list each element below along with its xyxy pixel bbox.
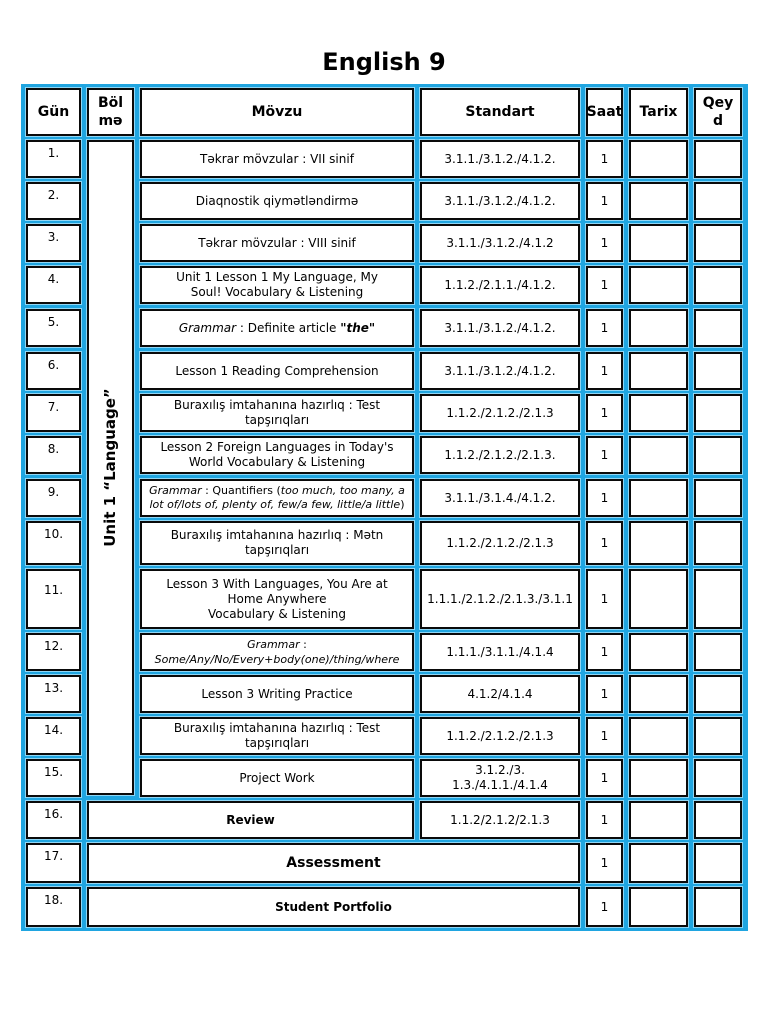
row-topic: Lesson 1 Reading Comprehension (140, 352, 414, 390)
row-date[interactable] (629, 759, 688, 797)
row-topic: Təkrar mövzular : VII sinif (140, 140, 414, 178)
topic-end: ) (400, 498, 405, 511)
row-number: 15. (26, 759, 81, 797)
row-note[interactable] (694, 266, 742, 304)
topic-italic: Some/Any/No/Every+body(one)/thing/where (154, 653, 400, 666)
row-topic: Diaqnostik qiymətləndirmə (140, 182, 414, 220)
row-topic (140, 569, 414, 629)
row-topic (140, 309, 414, 347)
row-number: 17. (26, 843, 81, 883)
row-date[interactable] (629, 266, 688, 304)
row-standard: 3.1.1./3.1.2./4.1.2. (420, 352, 580, 390)
row-date[interactable] (629, 801, 688, 839)
row-note[interactable] (694, 843, 742, 883)
header-qeyd: Qeyd (694, 88, 742, 136)
row-date[interactable] (629, 140, 688, 178)
row-standard: 3.1.1./3.1.2./4.1.2. (420, 182, 580, 220)
row-topic: Təkrar mövzular : VIII sinif (140, 224, 414, 262)
row-date[interactable] (629, 521, 688, 565)
header-standart: Standart (420, 88, 580, 136)
row-number: 1. (26, 140, 81, 178)
row-number: 10. (26, 521, 81, 565)
row-note[interactable] (694, 309, 742, 347)
row-date[interactable] (629, 352, 688, 390)
row-hours: 1 (586, 843, 623, 883)
row-hours: 1 (586, 569, 623, 629)
row-date[interactable] (629, 182, 688, 220)
topic-line-1: Lesson 3 With Languages, You Are at Home Anywhere (166, 576, 388, 606)
row-number: 16. (26, 801, 81, 839)
row-standard: 3.1.1./3.1.4./4.1.2. (420, 479, 580, 517)
row-number: 2. (26, 182, 81, 220)
row-topic: Lesson 2 Foreign Languages in Today's World Vocabulary & Listening (140, 436, 414, 474)
row-hours: 1 (586, 801, 623, 839)
row-standard: 1.1.1./2.1.2./2.1.3./3.1.1 (420, 569, 580, 629)
row-number: 11. (26, 569, 81, 629)
row-number: 8. (26, 436, 81, 474)
topic-mid: : (299, 638, 307, 651)
row-date[interactable] (629, 633, 688, 671)
row-note[interactable] (694, 801, 742, 839)
row-note[interactable] (694, 521, 742, 565)
row-note[interactable] (694, 675, 742, 713)
row-date[interactable] (629, 887, 688, 927)
row-topic: Assessment (87, 843, 580, 883)
row-number: 18. (26, 887, 81, 927)
row-note[interactable] (694, 479, 742, 517)
row-note[interactable] (694, 887, 742, 927)
row-hours: 1 (586, 633, 623, 671)
row-topic: Unit 1 Lesson 1 My Language, My Soul! Vocabulary & Listening (140, 266, 414, 304)
row-hours: 1 (586, 717, 623, 755)
row-note[interactable] (694, 633, 742, 671)
header-movzu: Mövzu (140, 88, 414, 136)
row-hours: 1 (586, 436, 623, 474)
row-number: 5. (26, 309, 81, 347)
row-note[interactable] (694, 436, 742, 474)
row-note[interactable] (694, 569, 742, 629)
row-number: 6. (26, 352, 81, 390)
row-topic (140, 633, 414, 671)
row-note[interactable] (694, 717, 742, 755)
row-standard: 1.1.2./2.1.2./2.1.3 (420, 394, 580, 432)
row-number: 14. (26, 717, 81, 755)
row-hours: 1 (586, 759, 623, 797)
row-number: 12. (26, 633, 81, 671)
row-hours: 1 (586, 352, 623, 390)
header-gun: Gün (26, 88, 81, 136)
row-hours: 1 (586, 182, 623, 220)
header-saat: Saat (586, 88, 623, 136)
header-tarix: Tarix (629, 88, 688, 136)
row-note[interactable] (694, 759, 742, 797)
topic-mid: : Quantifiers ( (201, 484, 281, 497)
row-hours: 1 (586, 675, 623, 713)
document-title: English 9 (322, 48, 446, 76)
topic-mid: : Definite article (236, 320, 341, 335)
row-topic: Review (87, 801, 414, 839)
row-hours: 1 (586, 479, 623, 517)
row-date[interactable] (629, 675, 688, 713)
row-note[interactable] (694, 224, 742, 262)
row-hours: 1 (586, 140, 623, 178)
row-standard: 1.1.2./2.1.2./2.1.3 (420, 521, 580, 565)
topic-emphasis: "the" (340, 320, 376, 335)
row-hours: 1 (586, 394, 623, 432)
standard-line-2: 1.3./4.1.1./4.1.4 (452, 778, 548, 792)
row-standard: 1.1.2./2.1.1./4.1.2. (420, 266, 580, 304)
row-standard: 3.1.1./3.1.2./4.1.2. (420, 140, 580, 178)
row-topic: Buraxılış imtahanına hazırlıq : Test tapşırıqları (140, 394, 414, 432)
row-standard: 3.1.1./3.1.2./4.1.2. (420, 309, 580, 347)
row-note[interactable] (694, 352, 742, 390)
unit-cell (87, 140, 134, 795)
row-date[interactable] (629, 436, 688, 474)
topic-prefix: Grammar (149, 484, 202, 497)
standard-line-1: 3.1.2./3. (475, 763, 525, 777)
row-standard: 3.1.1./3.1.2./4.1.2 (420, 224, 580, 262)
row-date[interactable] (629, 843, 688, 883)
row-date[interactable] (629, 717, 688, 755)
row-hours: 1 (586, 224, 623, 262)
row-number: 7. (26, 394, 81, 432)
row-topic: Project Work (140, 759, 414, 797)
row-hours: 1 (586, 887, 623, 927)
row-date[interactable] (629, 569, 688, 629)
unit-label: Unit 1 “Language” (101, 388, 120, 547)
row-topic: Student Portfolio (87, 887, 580, 927)
row-date[interactable] (629, 224, 688, 262)
row-hours: 1 (586, 521, 623, 565)
row-number: 13. (26, 675, 81, 713)
row-date[interactable] (629, 479, 688, 517)
row-topic: Buraxılış imtahanına hazırlıq : Test tapşırıqları (140, 717, 414, 755)
row-standard (420, 759, 580, 797)
row-standard: 4.1.2/4.1.4 (420, 675, 580, 713)
row-number: 9. (26, 479, 81, 517)
row-standard: 1.1.2./2.1.2./2.1.3 (420, 717, 580, 755)
header-bolme: Bölmə (87, 88, 134, 136)
topic-prefix: Grammar (178, 320, 237, 335)
row-note[interactable] (694, 394, 742, 432)
row-standard: 1.1.2/2.1.2/2.1.3 (420, 801, 580, 839)
row-hours: 1 (586, 266, 623, 304)
row-date[interactable] (629, 309, 688, 347)
topic-line-2: Vocabulary & Listening (207, 606, 347, 621)
row-hours: 1 (586, 309, 623, 347)
row-topic: Buraxılış imtahanına hazırlıq : Mətn tapşırıqları (140, 521, 414, 565)
row-date[interactable] (629, 394, 688, 432)
row-standard: 1.1.2./2.1.2./2.1.3. (420, 436, 580, 474)
topic-italic: too much, too many, a lot of/lots of, plenty of, few/a few, little/a little (149, 484, 405, 511)
topic-prefix: Grammar (247, 638, 300, 651)
row-number: 3. (26, 224, 81, 262)
row-standard: 1.1.1./3.1.1./4.1.4 (420, 633, 580, 671)
row-note[interactable] (694, 140, 742, 178)
row-note[interactable] (694, 182, 742, 220)
schedule-table (21, 84, 748, 931)
row-topic (140, 479, 414, 517)
row-number: 4. (26, 266, 81, 304)
row-topic: Lesson 3 Writing Practice (140, 675, 414, 713)
